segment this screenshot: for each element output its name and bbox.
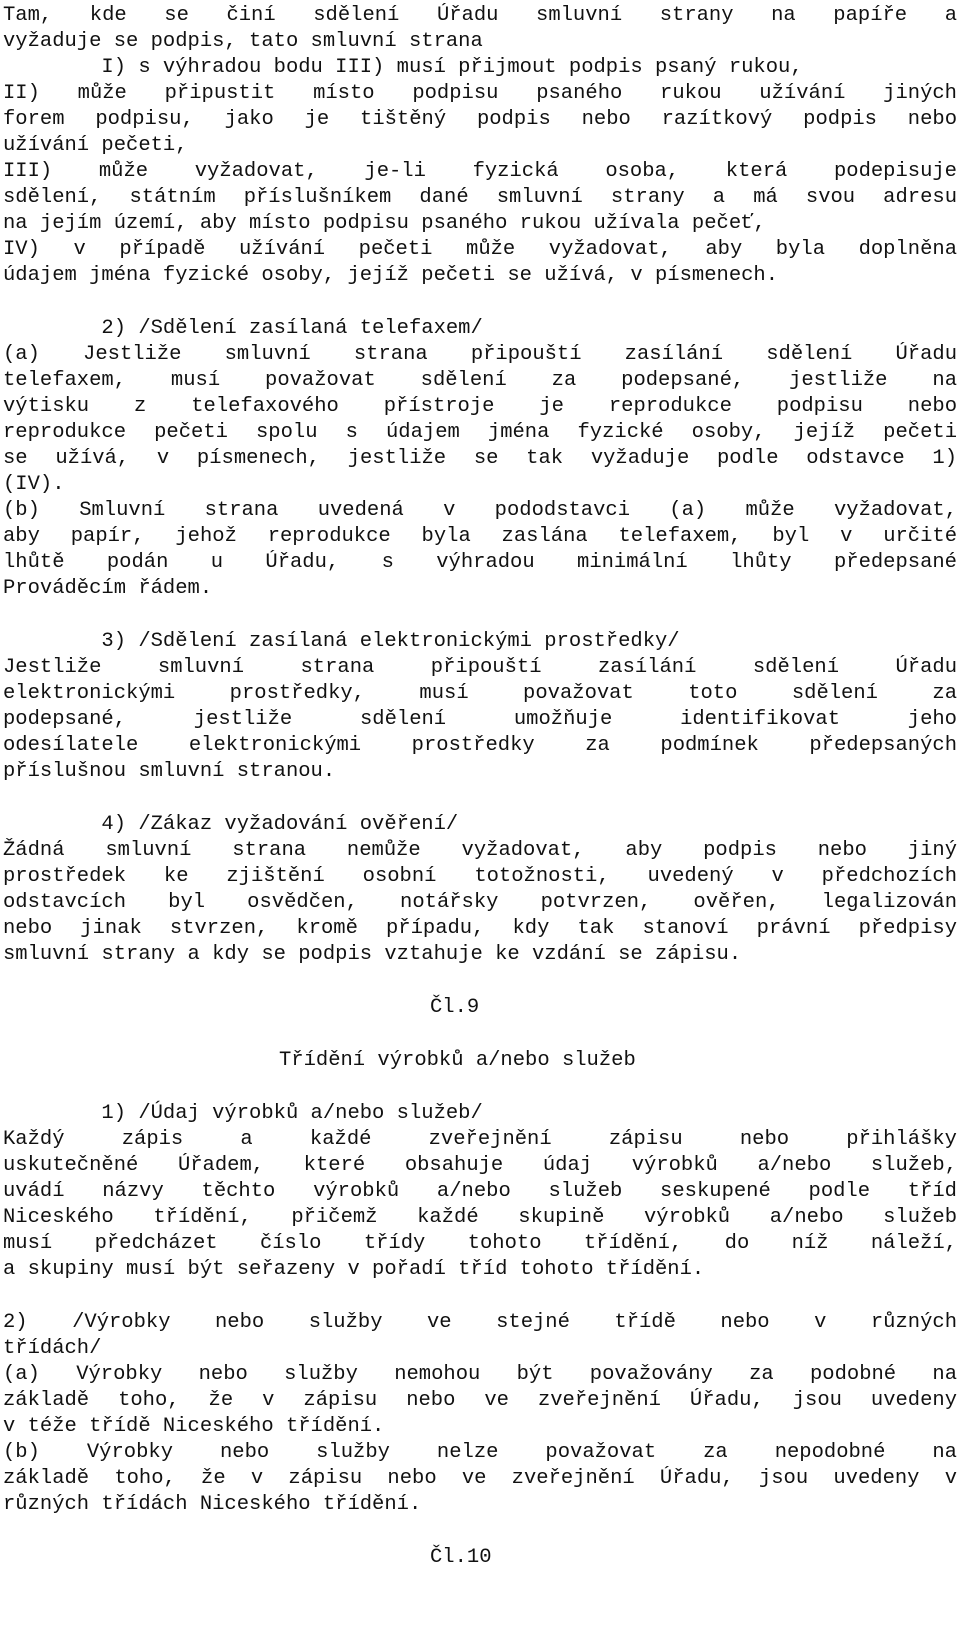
text-line: (b) Smluvní strana uvedená v pododstavci (a) může vyžadovat, bbox=[3, 499, 957, 522]
text-line: výtisku z telefaxového přístroje je reprodukce podpisu nebo bbox=[3, 395, 957, 418]
text-line: reprodukce pečeti spolu s údajem jména fyzické osoby, jejíž pečeti bbox=[3, 421, 957, 444]
section-heading: 2) /Sdělení zasílaná telefaxem/ bbox=[3, 317, 483, 340]
text-line: elektronickými prostředky, musí považovat toto sdělení za bbox=[3, 682, 957, 705]
section-heading: 3) /Sdělení zasílaná elektronickými prostředky/ bbox=[3, 630, 680, 653]
text-line: Prováděcím řádem. bbox=[3, 577, 213, 600]
text-line: aby papír, jehož reprodukce byla zaslána telefaxem, byl v určité bbox=[3, 525, 957, 548]
text-line: na jejím území, aby místo podpisu psaného rukou užívala pečeť, bbox=[3, 212, 766, 235]
section-heading: 2) /Výrobky nebo služby ve stejné třídě nebo v různých bbox=[3, 1311, 957, 1334]
text-line: příslušnou smluvní stranou. bbox=[3, 760, 336, 783]
text-line: v téže třídě Niceského třídění. bbox=[3, 1415, 385, 1438]
text-line: základě toho, že v zápisu nebo ve zveřejnění Úřadu, jsou uvedeny bbox=[3, 1389, 957, 1412]
text-line: Tam, kde se činí sdělení Úřadu smluvní strany na papíře a bbox=[3, 4, 957, 27]
text-line: musí předcházet číslo třídy tohoto třídění, do níž náleží, bbox=[3, 1232, 957, 1255]
text-line: sdělení, státním příslušníkem dané smluvní strany a má svou adresu bbox=[3, 186, 957, 209]
section-heading: 4) /Zákaz vyžadování ověření/ bbox=[3, 813, 459, 836]
text-line: uskutečněné Úřadem, které obsahuje údaj výrobků a/nebo služeb, bbox=[3, 1154, 957, 1177]
text-line: nebo jinak stvrzen, kromě případu, kdy tak stanoví právní předpisy bbox=[3, 917, 957, 940]
text-line: (b) Výrobky nebo služby nelze považovat za nepodobné na bbox=[3, 1441, 957, 1464]
text-line: Žádná smluvní strana nemůže vyžadovat, aby podpis nebo jiný bbox=[3, 839, 957, 862]
text-line: lhůtě podán u Úřadu, s výhradou minimální lhůty předepsané bbox=[3, 551, 957, 574]
text-line: IV) v případě užívání pečeti může vyžadovat, aby byla doplněna bbox=[3, 238, 957, 261]
section-heading: 1) /Údaj výrobků a/nebo služeb/ bbox=[3, 1102, 483, 1125]
text-line: telefaxem, musí považovat sdělení za podepsané, jestliže na bbox=[3, 369, 957, 392]
text-line: II) může připustit místo podpisu psaného rukou užívání jiných bbox=[3, 82, 957, 105]
text-line: prostředek ke zjištění osobní totožnosti, uvedený v předchozích bbox=[3, 865, 957, 888]
text-line: (a) Výrobky nebo služby nemohou být považovány za podobné na bbox=[3, 1363, 957, 1386]
text-line: (a) Jestliže smluvní strana připouští zasílání sdělení Úřadu bbox=[3, 343, 957, 366]
text-line: odstavcích byl osvědčen, notářsky potvrzen, ověřen, legalizován bbox=[3, 891, 957, 914]
text-line: I) s výhradou bodu III) musí přijmout podpis psaný rukou, bbox=[3, 56, 803, 79]
article-number: Čl.9 bbox=[430, 996, 480, 1019]
text-line: základě toho, že v zápisu nebo ve zveřejnění Úřadu, jsou uvedeny v bbox=[3, 1467, 957, 1490]
text-line: Jestliže smluvní strana připouští zasílání sdělení Úřadu bbox=[3, 656, 957, 679]
text-line: různých třídách Niceského třídění. bbox=[3, 1493, 422, 1516]
text-line: Každý zápis a každé zveřejnění zápisu nebo přihlášky bbox=[3, 1128, 957, 1151]
text-line: se užívá, v písmenech, jestliže se tak vyžaduje podle odstavce 1) bbox=[3, 447, 957, 470]
text-line: užívání pečeti, bbox=[3, 134, 188, 157]
text-line: uvádí názvy těchto výrobků a/nebo služeb seskupené podle tříd bbox=[3, 1180, 957, 1203]
article-number: Čl.10 bbox=[430, 1546, 492, 1569]
text-line: vyžaduje se podpis, tato smluvní strana bbox=[3, 30, 483, 53]
text-line: odesílatele elektronickými prostředky za podmínek předepsaných bbox=[3, 734, 957, 757]
article-title: Třídění výrobků a/nebo služeb bbox=[279, 1049, 636, 1072]
text-line: a skupiny musí být seřazeny v pořadí tříd tohoto třídění. bbox=[3, 1258, 705, 1281]
text-line: Niceského třídění, přičemž každé skupině výrobků a/nebo služeb bbox=[3, 1206, 957, 1229]
text-line: údajem jména fyzické osoby, jejíž pečeti se užívá, v písmenech. bbox=[3, 264, 779, 287]
text-line: třídách/ bbox=[3, 1337, 102, 1360]
text-line: III) může vyžadovat, je-li fyzická osoba, která podepisuje bbox=[3, 160, 957, 183]
text-line: (IV). bbox=[3, 473, 65, 496]
text-line: forem podpisu, jako je tištěný podpis nebo razítkový podpis nebo bbox=[3, 108, 957, 131]
text-line: podepsané, jestliže sdělení umožňuje identifikovat jeho bbox=[3, 708, 957, 731]
text-line: smluvní strany a kdy se podpis vztahuje ke vzdání se zápisu. bbox=[3, 943, 742, 966]
